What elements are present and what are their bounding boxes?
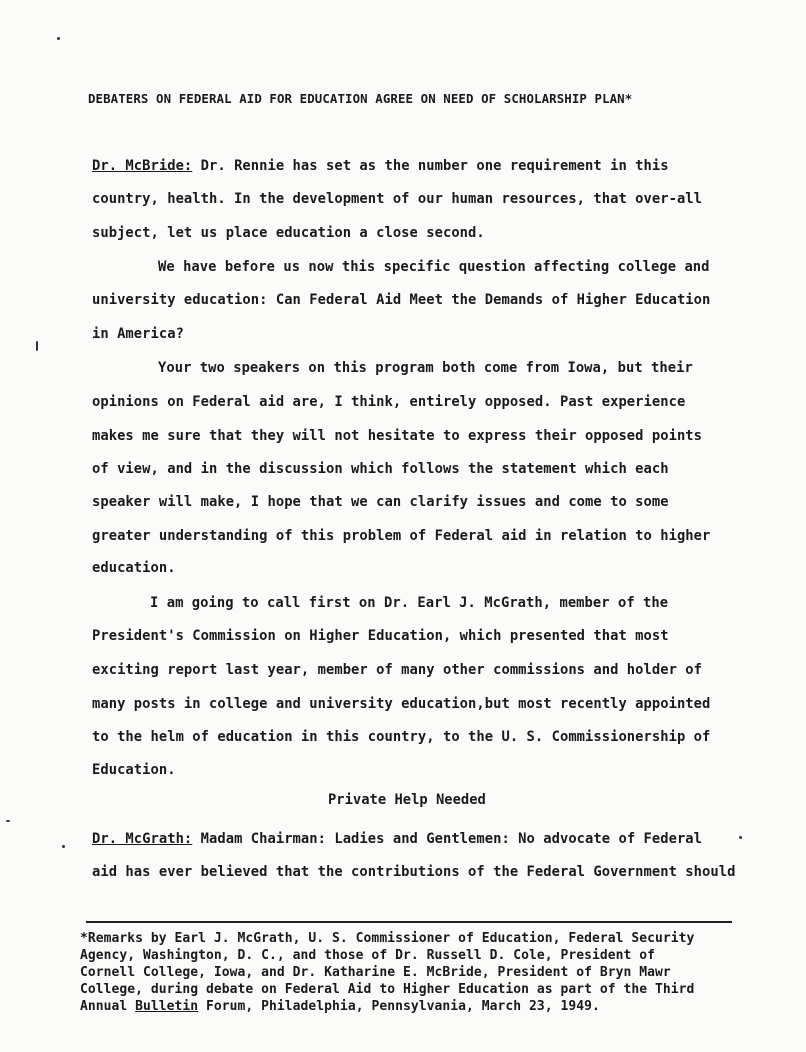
- footnote-line: College, during debate on Federal Aid to Higher Education as part of the Third: [80, 982, 695, 997]
- paragraph-line: many posts in college and university education,but most recently appointed: [92, 696, 711, 712]
- footnote-divider: [86, 921, 732, 923]
- paragraph-line: [92, 158, 669, 174]
- paragraph-line: Your two speakers on this program both come from Iowa, but their: [158, 360, 693, 376]
- footnote-line: *Remarks by Earl J. McGrath, U. S. Commissioner of Education, Federal Security: [80, 931, 695, 946]
- paragraph-line: education.: [92, 560, 176, 576]
- paragraph-line: university education: Can Federal Aid Meet the Demands of Higher Education: [92, 292, 711, 308]
- paragraph-line: in America?: [92, 326, 184, 342]
- paragraph-line: aid has ever believed that the contributions of the Federal Government should: [92, 864, 736, 880]
- scan-speck: [57, 37, 60, 40]
- footnote-text: Annual: [80, 999, 136, 1014]
- line-text: Dr. Rennie has set as the number one requirement in this: [192, 158, 669, 174]
- paragraph-line: makes me sure that they will not hesitate to express their opposed points: [92, 428, 703, 444]
- scan-speck: [36, 341, 38, 351]
- footnote-line: Cornell College, Iowa, and Dr. Katharine E. McBride, President of Bryn Mawr: [80, 965, 671, 980]
- footnote-text: Forum, Philadelphia, Pennsylvania, March 23, 1949.: [198, 999, 600, 1014]
- paragraph-line: subject, let us place education a close second.: [92, 225, 485, 241]
- paragraph-line: speaker will make, I hope that we can clarify issues and come to some: [92, 494, 669, 510]
- section-heading: Private Help Needed: [328, 792, 486, 808]
- paragraph-line: to the helm of education in this country, to the U. S. Commissionership of: [92, 729, 711, 745]
- scan-speck: [739, 836, 742, 839]
- footnote-line: [80, 999, 600, 1014]
- paragraph-line: President's Commission on Higher Education, which presented that most: [92, 628, 669, 644]
- paragraph-line: Education.: [92, 762, 176, 778]
- paragraph-line: I am going to call first on Dr. Earl J. McGrath, member of the: [150, 595, 669, 611]
- bulletin-title: Bulletin: [135, 999, 199, 1014]
- footnote-line: Agency, Washington, D. C., and those of Dr. Russell D. Cole, President of: [80, 948, 655, 963]
- speaker-label-mcgrath: Dr. McGrath:: [92, 831, 193, 847]
- paragraph-line: exciting report last year, member of many other commissions and holder of: [92, 662, 703, 678]
- line-text: Madam Chairman: Ladies and Gentlemen: No advocate of Federal: [192, 831, 703, 847]
- scan-speck: [6, 820, 10, 822]
- paragraph-line: opinions on Federal aid are, I think, entirely opposed. Past experience: [92, 394, 686, 410]
- speaker-label-mcbride: Dr. McBride:: [92, 158, 193, 174]
- document-title: DEBATERS ON FEDERAL AID FOR EDUCATION AGREE ON NEED OF SCHOLARSHIP PLAN*: [88, 91, 633, 106]
- paragraph-line: of view, and in the discussion which follows the statement which each: [92, 461, 669, 477]
- paragraph-line: We have before us now this specific question affecting college and: [158, 259, 710, 275]
- paragraph-line: greater understanding of this problem of Federal aid in relation to higher: [92, 528, 711, 544]
- scan-speck: [62, 845, 65, 848]
- paragraph-line: [92, 831, 702, 847]
- paragraph-line: country, health. In the development of our human resources, that over-all: [92, 191, 703, 207]
